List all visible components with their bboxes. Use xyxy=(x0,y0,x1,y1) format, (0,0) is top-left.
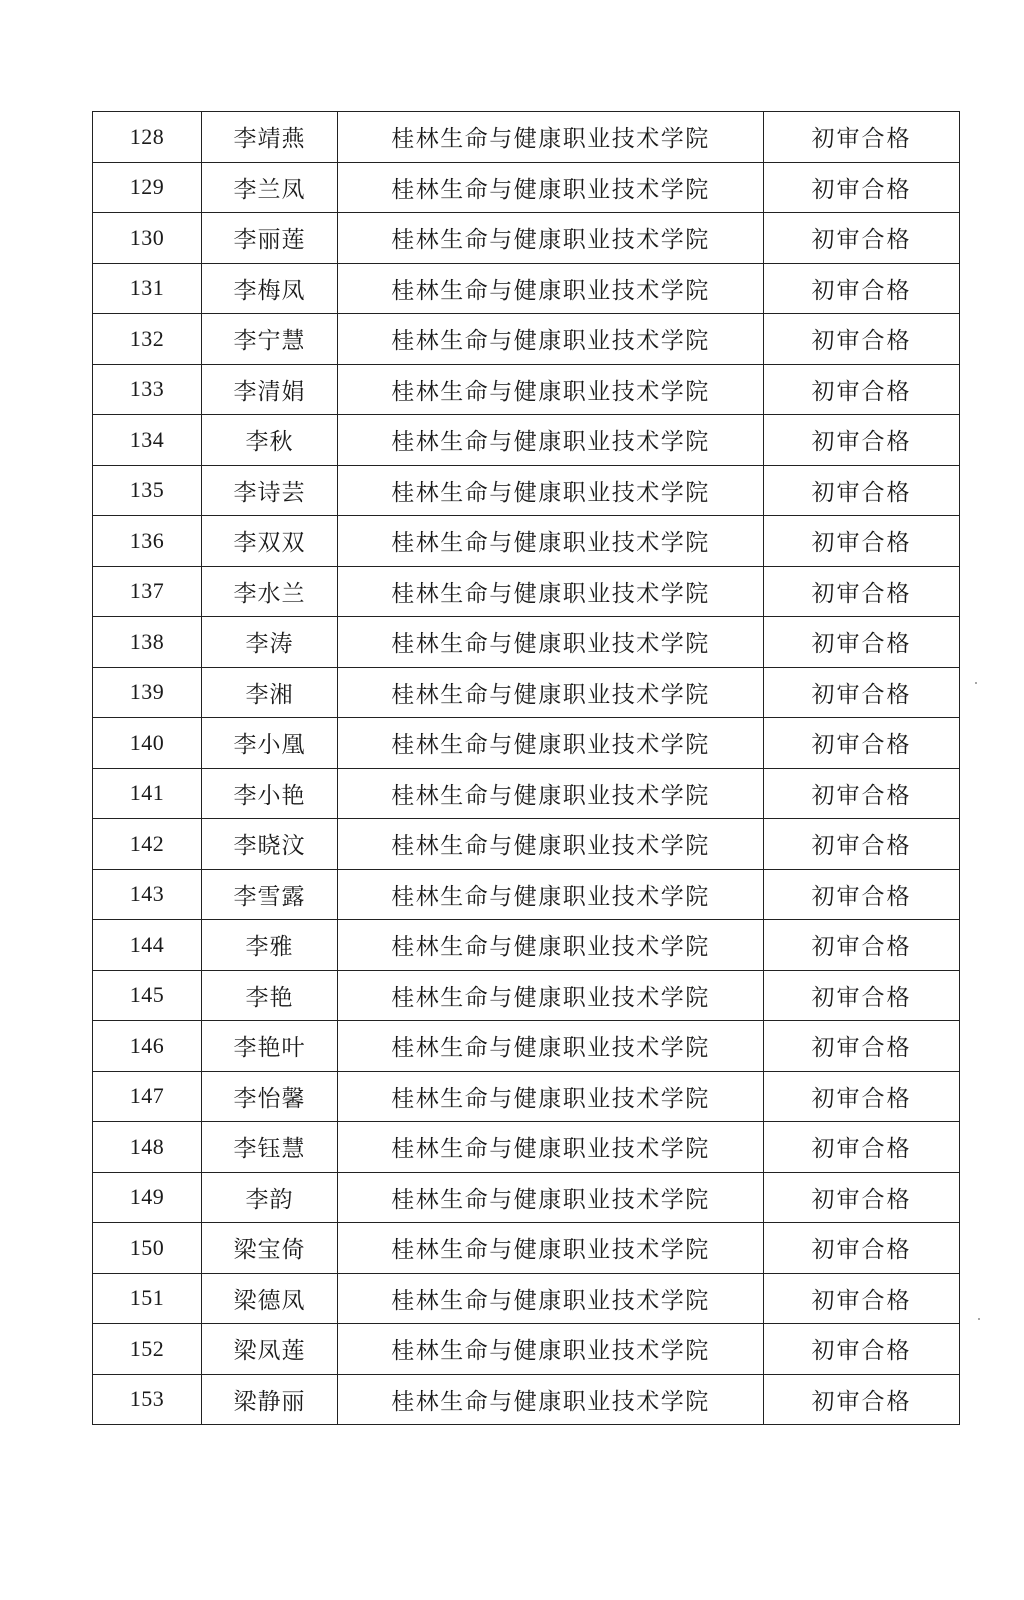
row-number: 141 xyxy=(93,768,202,819)
table-row xyxy=(93,869,960,920)
scan-speck xyxy=(975,682,977,684)
applicant-name: 李双双 xyxy=(202,516,338,567)
school-name: 桂林生命与健康职业技术学院 xyxy=(338,1071,764,1122)
row-number: 131 xyxy=(93,263,202,314)
applicant-name: 李雪露 xyxy=(202,869,338,920)
row-number: 144 xyxy=(93,920,202,971)
review-status: 初审合格 xyxy=(764,516,960,567)
table-row xyxy=(93,162,960,213)
table-row xyxy=(93,465,960,516)
applicant-name: 李丽莲 xyxy=(202,213,338,264)
applicant-name: 梁德凤 xyxy=(202,1273,338,1324)
scan-speck xyxy=(978,1318,980,1320)
row-number: 140 xyxy=(93,718,202,769)
row-number: 150 xyxy=(93,1223,202,1274)
row-number: 132 xyxy=(93,314,202,365)
applicant-name: 李秋 xyxy=(202,415,338,466)
applicant-name: 梁凤莲 xyxy=(202,1324,338,1375)
table-row xyxy=(93,970,960,1021)
review-status: 初审合格 xyxy=(764,314,960,365)
review-status: 初审合格 xyxy=(764,415,960,466)
review-status: 初审合格 xyxy=(764,364,960,415)
school-name: 桂林生命与健康职业技术学院 xyxy=(338,970,764,1021)
school-name: 桂林生命与健康职业技术学院 xyxy=(338,1172,764,1223)
applicant-name: 李湘 xyxy=(202,667,338,718)
table-row xyxy=(93,920,960,971)
table-row xyxy=(93,112,960,163)
row-number: 148 xyxy=(93,1122,202,1173)
review-status: 初审合格 xyxy=(764,263,960,314)
review-status: 初审合格 xyxy=(764,718,960,769)
row-number: 130 xyxy=(93,213,202,264)
review-status: 初审合格 xyxy=(764,768,960,819)
applicant-name: 李晓汶 xyxy=(202,819,338,870)
review-status: 初审合格 xyxy=(764,566,960,617)
applicant-table xyxy=(92,111,960,1425)
school-name: 桂林生命与健康职业技术学院 xyxy=(338,819,764,870)
table-row xyxy=(93,1172,960,1223)
school-name: 桂林生命与健康职业技术学院 xyxy=(338,364,764,415)
row-number: 137 xyxy=(93,566,202,617)
applicant-name: 李靖燕 xyxy=(202,112,338,163)
applicant-name: 李宁慧 xyxy=(202,314,338,365)
row-number: 135 xyxy=(93,465,202,516)
school-name: 桂林生命与健康职业技术学院 xyxy=(338,516,764,567)
school-name: 桂林生命与健康职业技术学院 xyxy=(338,1324,764,1375)
row-number: 133 xyxy=(93,364,202,415)
review-status: 初审合格 xyxy=(764,1122,960,1173)
school-name: 桂林生命与健康职业技术学院 xyxy=(338,415,764,466)
school-name: 桂林生命与健康职业技术学院 xyxy=(338,1021,764,1072)
table-row xyxy=(93,1021,960,1072)
school-name: 桂林生命与健康职业技术学院 xyxy=(338,314,764,365)
table-row xyxy=(93,364,960,415)
table-row xyxy=(93,314,960,365)
row-number: 152 xyxy=(93,1324,202,1375)
school-name: 桂林生命与健康职业技术学院 xyxy=(338,566,764,617)
applicant-name: 李雅 xyxy=(202,920,338,971)
school-name: 桂林生命与健康职业技术学院 xyxy=(338,667,764,718)
applicant-name: 李小凰 xyxy=(202,718,338,769)
review-status: 初审合格 xyxy=(764,970,960,1021)
review-status: 初审合格 xyxy=(764,869,960,920)
table-row xyxy=(93,1273,960,1324)
applicant-name: 李怡馨 xyxy=(202,1071,338,1122)
applicant-name: 李水兰 xyxy=(202,566,338,617)
school-name: 桂林生命与健康职业技术学院 xyxy=(338,1122,764,1173)
table-row xyxy=(93,566,960,617)
review-status: 初审合格 xyxy=(764,1223,960,1274)
table-row xyxy=(93,718,960,769)
table-row xyxy=(93,1324,960,1375)
row-number: 146 xyxy=(93,1021,202,1072)
applicant-name: 李韵 xyxy=(202,1172,338,1223)
row-number: 128 xyxy=(93,112,202,163)
table-row xyxy=(93,1374,960,1425)
applicant-name: 梁宝倚 xyxy=(202,1223,338,1274)
row-number: 134 xyxy=(93,415,202,466)
table-row xyxy=(93,1223,960,1274)
row-number: 129 xyxy=(93,162,202,213)
row-number: 151 xyxy=(93,1273,202,1324)
review-status: 初审合格 xyxy=(764,112,960,163)
school-name: 桂林生命与健康职业技术学院 xyxy=(338,1374,764,1425)
review-status: 初审合格 xyxy=(764,667,960,718)
applicant-name: 李小艳 xyxy=(202,768,338,819)
applicant-name: 李钰慧 xyxy=(202,1122,338,1173)
table-row xyxy=(93,1071,960,1122)
row-number: 145 xyxy=(93,970,202,1021)
review-status: 初审合格 xyxy=(764,1172,960,1223)
row-number: 136 xyxy=(93,516,202,567)
row-number: 147 xyxy=(93,1071,202,1122)
school-name: 桂林生命与健康职业技术学院 xyxy=(338,465,764,516)
school-name: 桂林生命与健康职业技术学院 xyxy=(338,263,764,314)
school-name: 桂林生命与健康职业技术学院 xyxy=(338,768,764,819)
applicant-name: 李诗芸 xyxy=(202,465,338,516)
review-status: 初审合格 xyxy=(764,1273,960,1324)
table-row xyxy=(93,516,960,567)
school-name: 桂林生命与健康职业技术学院 xyxy=(338,112,764,163)
table-row xyxy=(93,415,960,466)
applicant-name: 李涛 xyxy=(202,617,338,668)
applicant-name: 李兰凤 xyxy=(202,162,338,213)
review-status: 初审合格 xyxy=(764,162,960,213)
school-name: 桂林生命与健康职业技术学院 xyxy=(338,162,764,213)
row-number: 142 xyxy=(93,819,202,870)
school-name: 桂林生命与健康职业技术学院 xyxy=(338,718,764,769)
applicant-name: 李清娟 xyxy=(202,364,338,415)
row-number: 139 xyxy=(93,667,202,718)
applicant-name: 李梅凤 xyxy=(202,263,338,314)
school-name: 桂林生命与健康职业技术学院 xyxy=(338,920,764,971)
applicant-name: 李艳叶 xyxy=(202,1021,338,1072)
school-name: 桂林生命与健康职业技术学院 xyxy=(338,1273,764,1324)
table-row xyxy=(93,617,960,668)
table-row xyxy=(93,819,960,870)
applicant-name: 李艳 xyxy=(202,970,338,1021)
review-status: 初审合格 xyxy=(764,617,960,668)
table-row xyxy=(93,1122,960,1173)
row-number: 138 xyxy=(93,617,202,668)
review-status: 初审合格 xyxy=(764,213,960,264)
applicant-name: 梁静丽 xyxy=(202,1374,338,1425)
review-status: 初审合格 xyxy=(764,465,960,516)
school-name: 桂林生命与健康职业技术学院 xyxy=(338,617,764,668)
review-status: 初审合格 xyxy=(764,819,960,870)
row-number: 153 xyxy=(93,1374,202,1425)
school-name: 桂林生命与健康职业技术学院 xyxy=(338,869,764,920)
review-status: 初审合格 xyxy=(764,1071,960,1122)
table-row xyxy=(93,768,960,819)
applicant-table-body xyxy=(93,112,960,1425)
table-row xyxy=(93,667,960,718)
row-number: 149 xyxy=(93,1172,202,1223)
row-number: 143 xyxy=(93,869,202,920)
review-status: 初审合格 xyxy=(764,1021,960,1072)
table-row xyxy=(93,263,960,314)
table-row xyxy=(93,213,960,264)
review-status: 初审合格 xyxy=(764,920,960,971)
review-status: 初审合格 xyxy=(764,1324,960,1375)
review-status: 初审合格 xyxy=(764,1374,960,1425)
school-name: 桂林生命与健康职业技术学院 xyxy=(338,213,764,264)
school-name: 桂林生命与健康职业技术学院 xyxy=(338,1223,764,1274)
